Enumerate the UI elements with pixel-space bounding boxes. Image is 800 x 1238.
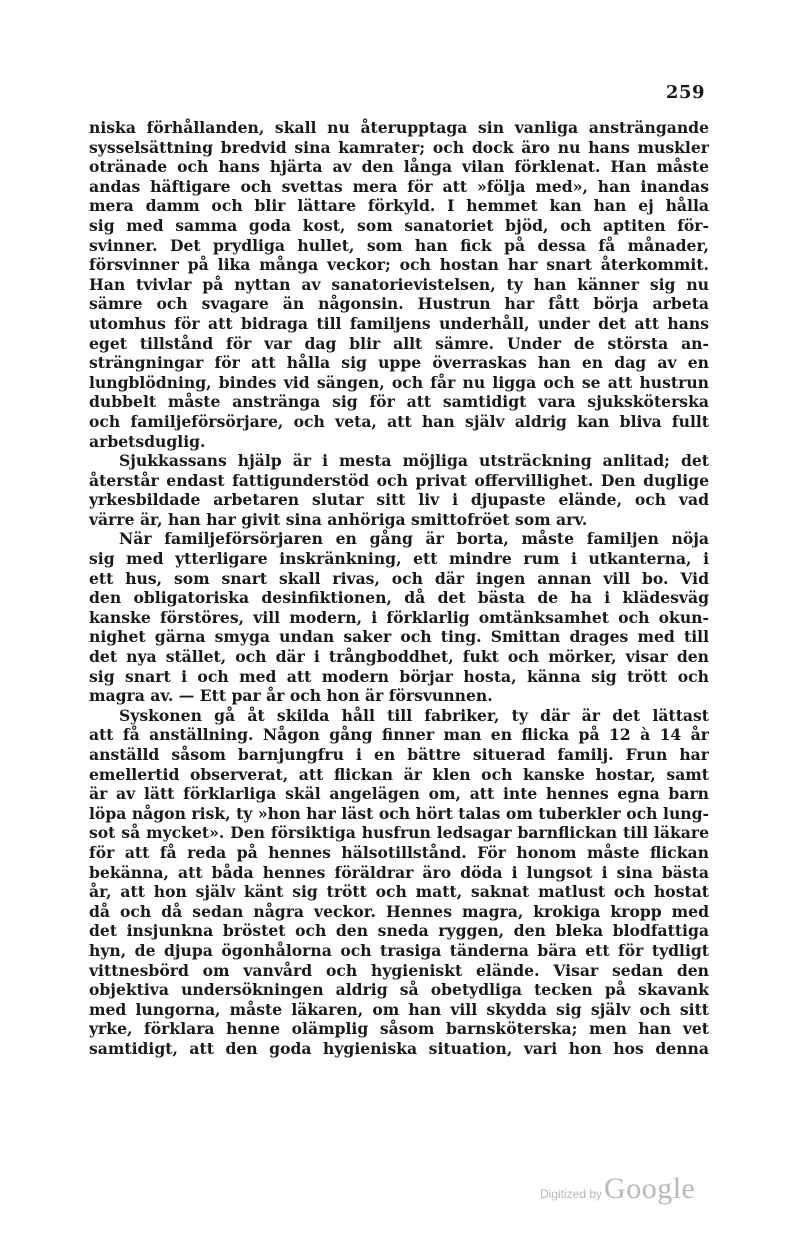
text-line: När familjeförsörjaren en gång är borta, måste familjen nöja	[119, 529, 709, 549]
text-line: emellertid observerat, att flickan är klen och kanske hostar, samt	[89, 764, 709, 784]
text-line: svinner. Det prydliga hullet, som han fick på dessa få månader,	[89, 235, 709, 255]
text-line: sig med samma goda kost, som sanatoriet bjöd, och aptiten för-	[89, 215, 709, 235]
text-line: anställd såsom barnjungfru i en bättre situerad familj. Frun har	[89, 745, 709, 764]
text-line: sig med ytterligare inskränkning, ett mindre rum i utkanterna, i	[89, 549, 709, 569]
text-line: vittnesbörd om vanvård och hygieniskt elände. Visar sedan den	[89, 960, 709, 980]
text-line: är av lätt förklarliga skäl angelägen om, att inte hennes egna barn	[89, 784, 709, 804]
text-line: dubbelt måste anstränga sig för att samtidigt vara sjuksköterska	[89, 392, 709, 412]
text-line: med lungorna, måste läkaren, om han vill skydda sig själv och sitt	[89, 999, 709, 1019]
text-line: bekänna, att båda hennes föräldrar äro döda i lungsot i sina bästa	[89, 862, 709, 882]
text-line: det nya stället, och där i trångboddhet, fukt och mörker, visar den	[89, 647, 709, 667]
text-line: den obligatoriska desinfiktionen, då det bästa de ha i klädesväg	[89, 588, 709, 608]
text-line: niska förhållanden, skall nu återupptaga sin vanliga ansträngande	[89, 118, 709, 137]
text-line: nighet gärna smyga undan saker och ting. Smittan drages med till	[89, 627, 709, 647]
text-line: yrke, förklara henne olämplig såsom barnsköterska; men han vet	[89, 1019, 709, 1039]
text-line: arbetsduglig.	[89, 431, 206, 451]
text-line: yrkesbildade arbetaren slutar sitt liv i djupaste elände, och vad	[89, 490, 709, 510]
text-line: det insjunkna bröstet och den sneda ryggen, den bleka blodfattiga	[89, 921, 709, 941]
text-line: Sjukkassans hjälp är i mesta möjliga utsträckning anlitad; det	[119, 451, 709, 471]
text-line: då och då sedan några veckor. Hennes magra, krokiga kropp med	[89, 901, 709, 921]
text-line: sämre och svagare än någonsin. Hustrun har fått börja arbeta	[89, 294, 709, 314]
text-line: samtidigt, att den goda hygieniska situation, vari hon hos denna	[89, 1038, 709, 1058]
text-line: Han tvivlar på nyttan av sanatorievistelsen, ty han känner sig nu	[89, 274, 709, 294]
text-line: för att få reda på hennes hälsotillstånd. För honom måste flickan	[89, 842, 709, 862]
text-line: hyn, de djupa ögonhålorna och trasiga tänderna bära ett för tydligt	[89, 940, 709, 960]
text-line: försvinner på lika många veckor; och hostan har snart återkommit.	[89, 255, 709, 275]
text-line: magra av. — Ett par år och hon är försvunnen.	[89, 686, 493, 706]
google-logo: Google	[604, 1172, 696, 1205]
text-line: utomhus för att bidraga till familjens underhåll, under det att hans	[89, 313, 709, 333]
text-line: lungblödning, bindes vid sängen, och får nu ligga och se att hustrun	[89, 372, 709, 392]
text-line: andas häftigare och svettas mera för att »följa med», han inandas	[89, 176, 709, 196]
text-line: att få anställning. Någon gång finner man en flicka på 12 à 14 år	[89, 725, 709, 745]
body-text	[89, 118, 709, 1059]
text-line: eget tillstånd för var dag blir allt sämre. Under de största an-	[89, 333, 709, 353]
text-line: återstår endast fattigunderstöd och privat offervillighet. Den duglige	[89, 470, 709, 490]
text-line: värre är, han har givit sina anhöriga smittofröet som arv.	[89, 509, 588, 529]
text-line: och familjeförsörjare, och veta, att han själv aldrig kan bliva fullt	[89, 411, 709, 431]
text-line: år, att hon själv känt sig trött och matt, saknat matlust och hostat	[89, 882, 709, 902]
watermark-prefix: Digitized by	[540, 1187, 603, 1201]
text-line: löpa någon risk, ty »hon har läst och hört talas om tuberkler och lung-	[89, 803, 709, 823]
text-line: strängningar för att hålla sig uppe överraskas han en dag av en	[89, 353, 709, 373]
text-line: sot så mycket». Den försiktiga husfrun ledsagar barnflickan till läkare	[89, 823, 709, 843]
page-number: 259	[665, 82, 705, 103]
text-line: mera damm och blir lättare förkyld. I hemmet kan han ej hålla	[89, 196, 709, 216]
text-line: objektiva undersökningen aldrig så obetydliga tecken på skavank	[89, 980, 709, 1000]
text-line: otränade och hans hjärta av den långa vilan förklenat. Han måste	[89, 157, 709, 177]
text-line: sysselsättning bredvid sina kamrater; och dock äro nu hans muskler	[89, 137, 709, 157]
digitization-watermark	[540, 1172, 695, 1206]
text-line: Syskonen gå åt skilda håll till fabriker, ty där är det lättast	[119, 705, 709, 725]
text-line: kanske förstöres, vill modern, i förklarlig omtänksamhet och okun-	[89, 607, 709, 627]
text-line: ett hus, som snart skall rivas, och där ingen annan vill bo. Vid	[89, 568, 709, 588]
text-line: sig snart i och med att modern börjar hosta, känna sig trött och	[89, 666, 709, 686]
